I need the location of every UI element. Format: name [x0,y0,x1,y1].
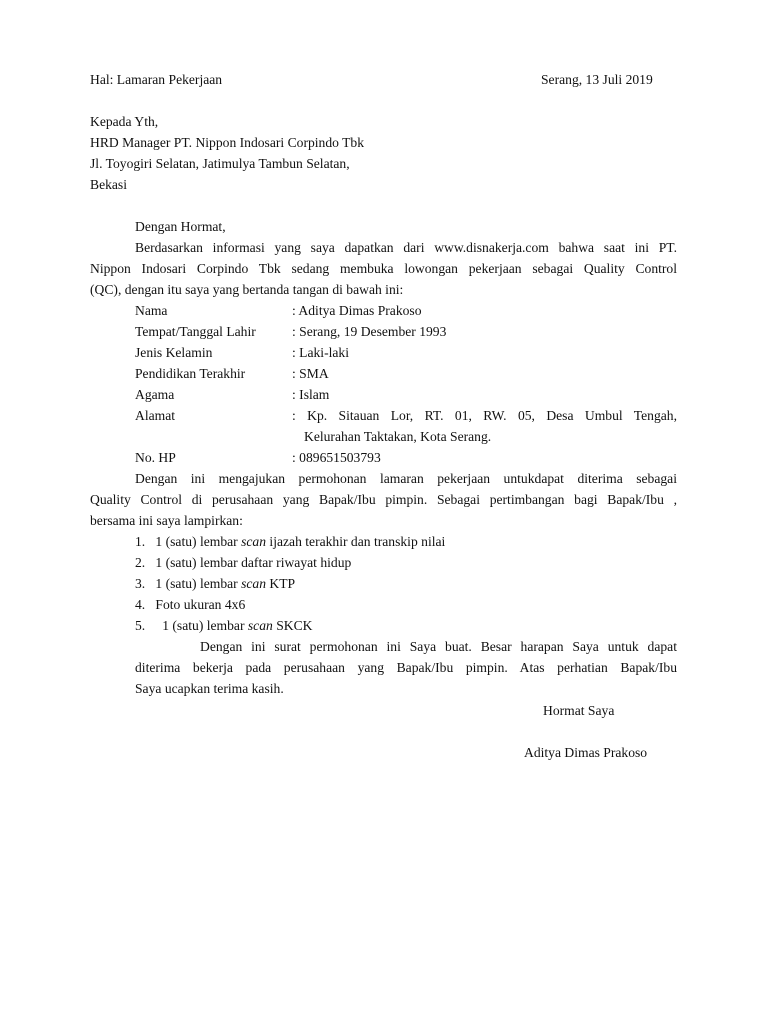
identity-label: No. HP [135,450,176,465]
identity-label: Pendidikan Terakhir [135,366,246,381]
closing-line: diterima bekerja pada perusahaan yang Bapak/Ibu pimpin. Atas perhatian Bapak/Ibu [135,660,677,675]
place-date: Serang, 13 Juli 2019 [541,72,653,87]
attachment-num: 1. [135,534,146,549]
attachment-text: 1 (satu) lembar daftar riwayat hidup [155,555,352,570]
identity-label: Alamat [135,408,176,423]
attachment-num: 5. [135,618,146,633]
closing-line: Saya ucapkan terima kasih. [135,681,284,696]
recipient-line: HRD Manager PT. Nippon Indosari Corpindo Tbk [90,135,364,150]
identity-value: : Kp. Sitauan Lor, RT. 01, RW. 05, Desa Umbul Tengah, [292,408,677,423]
attachment-item [135,534,445,550]
identity-value: : 089651503793 [292,450,381,465]
signature-name: Aditya Dimas Prakoso [524,745,648,760]
identity-value: : Serang, 19 Desember 1993 [292,324,447,339]
body-line: Quality Control di perusahaan yang Bapak/Ibu pimpin. Sebagai pertimbangan bagi Bapak/Ibu , [90,492,677,507]
identity-value: : Aditya Dimas Prakoso [292,303,422,318]
attachment-item [135,597,245,613]
identity-label: Jenis Kelamin [135,345,213,360]
attachment-text: 1 (satu) lembar [155,576,242,591]
greeting: Dengan Hormat, [135,219,226,234]
attachment-em: scan [247,618,273,633]
attachment-num: 4. [135,597,146,612]
intro-line: Nippon Indosari Corpindo Tbk sedang membuka lowongan pekerjaan sebagai Quality Control [90,261,677,276]
attachment-text: ijazah terakhir dan transkip nilai [266,534,446,549]
recipient-line: Kepada Yth, [90,114,159,129]
recipient-line: Bekasi [90,177,127,192]
attachment-item [135,555,351,571]
identity-label: Nama [135,303,168,318]
attachment-item [135,618,312,634]
attachment-text: SKCK [272,618,313,633]
intro-line: (QC), dengan itu saya yang bertanda tangan di bawah ini: [90,282,404,297]
recipient-line: Jl. Toyogiri Selatan, Jatimulya Tambun Selatan, [90,156,350,171]
attachment-text: 1 (satu) lembar [162,618,248,633]
identity-value-cont: Kelurahan Taktakan, Kota Serang. [304,429,492,444]
attachment-text: 1 (satu) lembar [155,534,242,549]
identity-value: : SMA [292,366,329,381]
closing-line: Dengan ini surat permohonan ini Saya buat. Besar harapan Saya untuk dapat [200,639,677,654]
attachment-text: Foto ukuran 4x6 [155,597,246,612]
attachment-text: KTP [266,576,296,591]
identity-label: Agama [135,387,175,402]
subject-line: Hal: Lamaran Pekerjaan [90,72,223,87]
attachment-num: 2. [135,555,146,570]
attachment-em: scan [241,576,267,591]
identity-value: : Islam [292,387,330,402]
identity-label: Tempat/Tanggal Lahir [135,324,256,339]
attachment-num: 3. [135,576,146,591]
identity-value: : Laki-laki [292,345,349,360]
signoff: Hormat Saya [543,703,615,718]
attachment-em: scan [241,534,267,549]
body-line: Dengan ini mengajukan permohonan lamaran pekerjaan untukdapat diterima sebagai [135,471,677,486]
attachment-item [135,576,295,592]
intro-line: Berdasarkan informasi yang saya dapatkan dari www.disnakerja.com bahwa saat ini PT. [135,240,677,255]
body-line: bersama ini saya lampirkan: [90,513,243,528]
